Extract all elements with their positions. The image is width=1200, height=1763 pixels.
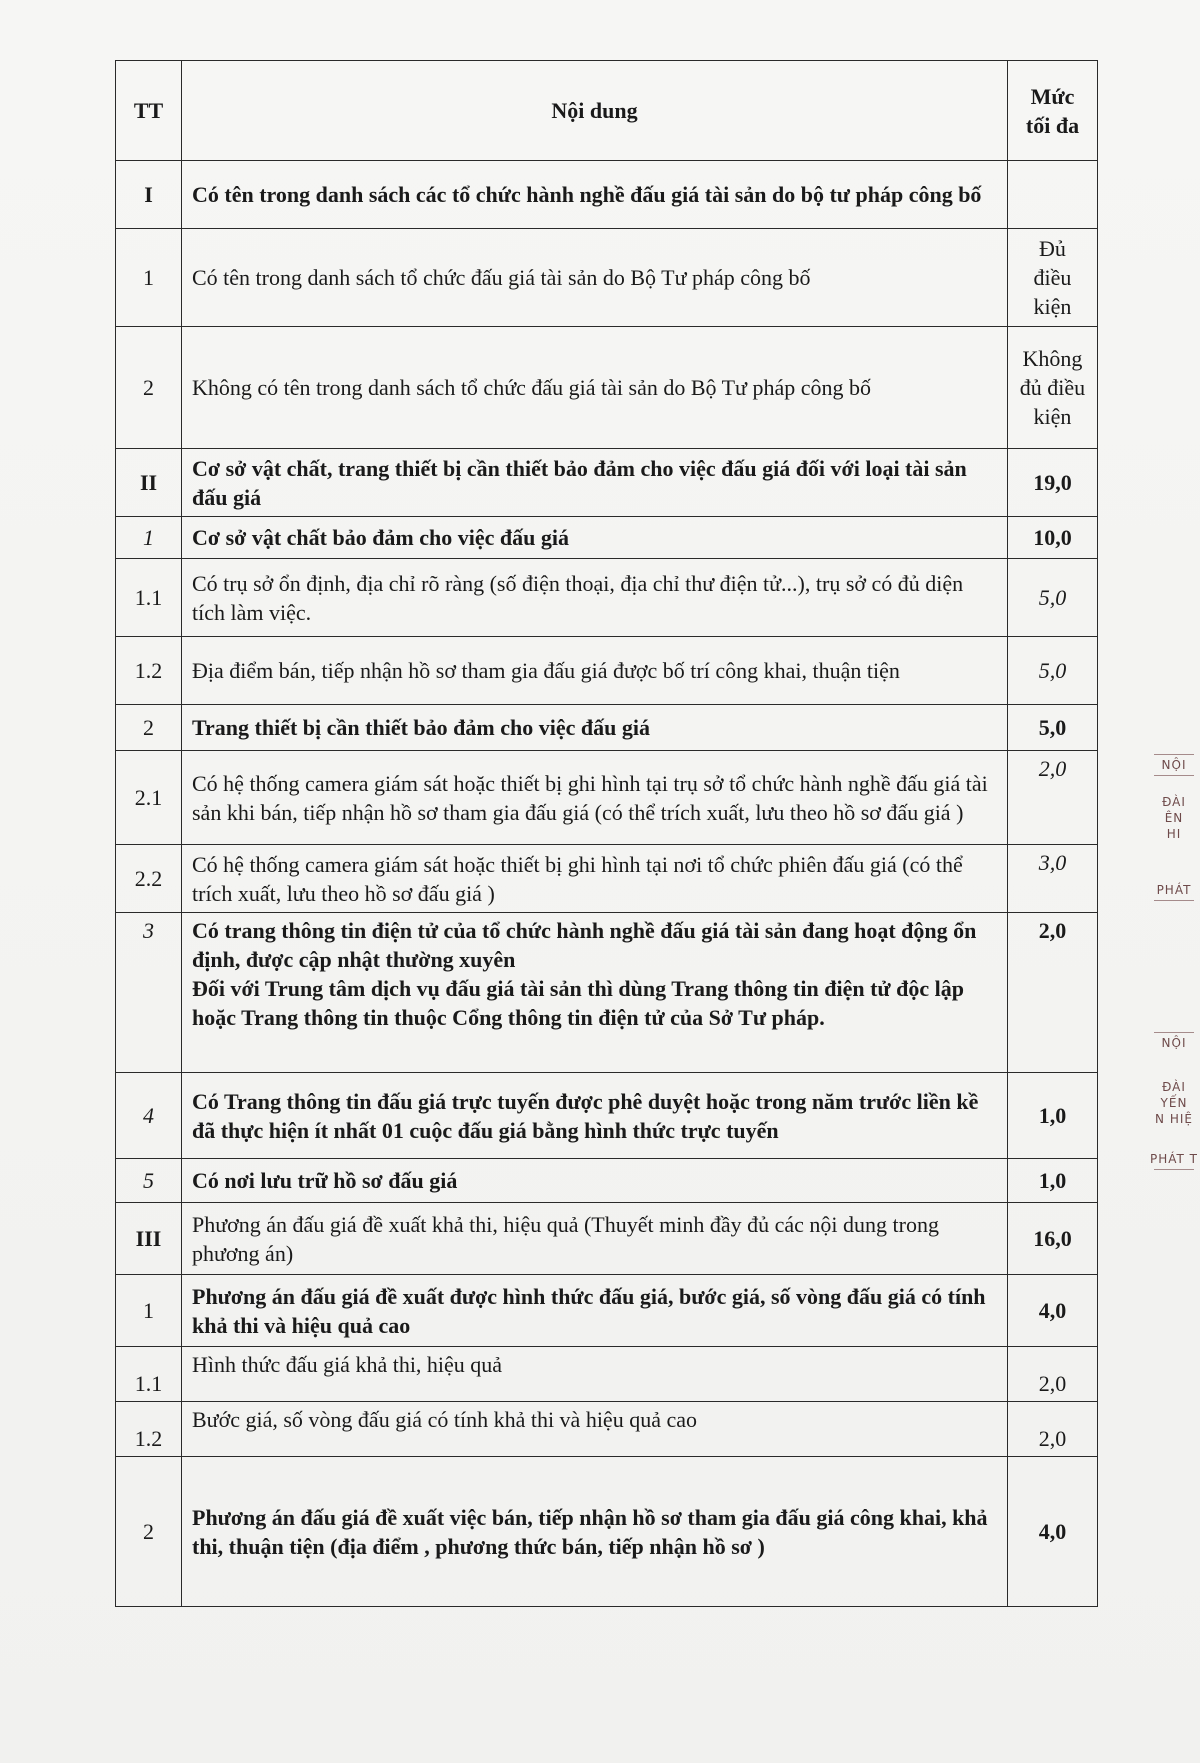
stamp-text: N HIỆ [1155,1112,1193,1126]
row-score: 1,0 [1008,1073,1098,1159]
row-content: Hình thức đấu giá khả thi, hiệu quả [182,1347,1008,1402]
table-row [116,1347,1098,1402]
row-content: Phương án đấu giá đề xuất được hình thức đấu giá, bước giá, số vòng đấu giá có tính khả thi và hiệu quả cao [182,1275,1008,1347]
row-score: 2,0 [1008,913,1098,1073]
row-tt: 3 [116,913,182,1073]
row-score: 19,0 [1008,449,1098,517]
row-tt: 1.1 [116,1347,182,1402]
stamp-text: NỘI [1161,758,1187,772]
row-content: Có tên trong danh sách các tổ chức hành nghề đấu giá tài sản do bộ tư pháp công bố [182,161,1008,229]
row-content: Có nơi lưu trữ hồ sơ đấu giá [182,1159,1008,1203]
stamp-text: PHÁT T [1149,1152,1198,1166]
row-tt: 2 [116,327,182,449]
table-row [116,449,1098,517]
stamp-text: ÊN [1164,811,1184,825]
row-score: 10,0 [1008,517,1098,559]
table-row [116,1457,1098,1607]
table-row [116,1073,1098,1159]
row-content: Địa điểm bán, tiếp nhận hồ sơ tham gia đấu giá được bố trí công khai, thuận tiện [182,637,1008,705]
table-row [116,327,1098,449]
stamp-text: YẾN [1160,1096,1188,1110]
table-row [116,637,1098,705]
row-score: 3,0 [1008,845,1098,913]
row-tt: 5 [116,1159,182,1203]
row-content: Trang thiết bị cần thiết bảo đảm cho việc đấu giá [182,705,1008,751]
table-row [116,559,1098,637]
row-score: 2,0 [1008,1402,1098,1457]
criteria-table [115,60,1098,1607]
row-tt: III [116,1203,182,1275]
table-row [116,517,1098,559]
header-score: Mức tối đa [1008,61,1098,161]
row-content: Không có tên trong danh sách tổ chức đấu giá tài sản do Bộ Tư pháp công bố [182,327,1008,449]
table-row [116,1159,1098,1203]
row-content: Cơ sở vật chất, trang thiết bị cần thiết bảo đảm cho việc đấu giá đối với loại tài sản đấu giá [182,449,1008,517]
row-score: 4,0 [1008,1275,1098,1347]
row-content: Có hệ thống camera giám sát hoặc thiết bị ghi hình tại trụ sở tổ chức hành nghề đấu giá tài sản khi bán, tiếp nhận hồ sơ tham gia đấu giá (có thể trích xuất, lưu theo hồ sơ đấu giá ) [182,751,1008,845]
header-content: Nội dung [182,61,1008,161]
row-tt: 2 [116,1457,182,1607]
table-row [116,161,1098,229]
row-content: Có hệ thống camera giám sát hoặc thiết bị ghi hình tại nơi tổ chức phiên đấu giá (có thể trích xuất, lưu theo hồ sơ đấu giá ) [182,845,1008,913]
row-tt: 1.1 [116,559,182,637]
row-score: 2,0 [1008,751,1098,845]
row-score: 5,0 [1008,559,1098,637]
table-row [116,1275,1098,1347]
row-content: Có trụ sở ổn định, địa chỉ rõ ràng (số điện thoại, địa chỉ thư điện tử...), trụ sở có đủ diện tích làm việc. [182,559,1008,637]
row-content: Phương án đấu giá đề xuất việc bán, tiếp nhận hồ sơ tham gia đấu giá công khai, khả thi, thuận tiện (địa điểm , phương thức bán, tiếp nhận hồ sơ ) [182,1457,1008,1607]
stamp-text: ĐÀI [1162,1080,1186,1094]
row-score [1008,161,1098,229]
row-tt: 2.2 [116,845,182,913]
row-content: Bước giá, số vòng đấu giá có tính khả thi và hiệu quả cao [182,1402,1008,1457]
row-tt: 4 [116,1073,182,1159]
stamp-text: ĐÀI [1162,795,1186,809]
row-content-line1: Có trang thông tin điện tử của tổ chức hành nghề đấu giá tài sản đang hoạt động ổn định, được cập nhật thường xuyên [192,918,977,972]
row-tt: 1 [116,517,182,559]
table-row [116,751,1098,845]
row-content: Có tên trong danh sách tổ chức đấu giá tài sản do Bộ Tư pháp công bố [182,229,1008,327]
row-tt: 1.2 [116,1402,182,1457]
row-score: 16,0 [1008,1203,1098,1275]
row-tt: 1.2 [116,637,182,705]
row-content-line2: Đối với Trung tâm dịch vụ đấu giá tài sản thì dùng Trang thông tin điện tử độc lập hoặc Trang thông tin thuộc Cổng thông tin điện tử của Sở Tư pháp. [192,976,964,1030]
row-score: 5,0 [1008,637,1098,705]
row-content: Có Trang thông tin đấu giá trực tuyến được phê duyệt hoặc trong năm trước liền kề đã thực hiện ít nhất 01 cuộc đấu giá bằng hình thức trực tuyến [182,1073,1008,1159]
row-content: Phương án đấu giá đề xuất khả thi, hiệu quả (Thuyết minh đầy đủ các nội dung trong phương án) [182,1203,1008,1275]
table-header-row [116,61,1098,161]
row-score: 2,0 [1008,1347,1098,1402]
row-score: 4,0 [1008,1457,1098,1607]
row-score: Không đủ điều kiện [1008,327,1098,449]
row-tt: I [116,161,182,229]
stamp-text: HI [1166,827,1182,841]
row-content [182,913,1008,1073]
table-row [116,913,1098,1073]
row-score: 1,0 [1008,1159,1098,1203]
margin-stamp-top [1148,752,1200,903]
row-tt: 2.1 [116,751,182,845]
row-score: 5,0 [1008,705,1098,751]
table-row [116,705,1098,751]
stamp-text: NỘI [1161,1036,1187,1050]
table-row [116,845,1098,913]
row-tt: 1 [116,1275,182,1347]
row-tt: 2 [116,705,182,751]
row-score: Đủ điều kiện [1008,229,1098,327]
row-tt: II [116,449,182,517]
table-row [116,229,1098,327]
margin-stamp-bottom [1148,1030,1200,1172]
header-tt: TT [116,61,182,161]
stamp-text: PHÁT [1156,883,1192,897]
table-row [116,1402,1098,1457]
row-tt: 1 [116,229,182,327]
row-content: Cơ sở vật chất bảo đảm cho việc đấu giá [182,517,1008,559]
table-row [116,1203,1098,1275]
